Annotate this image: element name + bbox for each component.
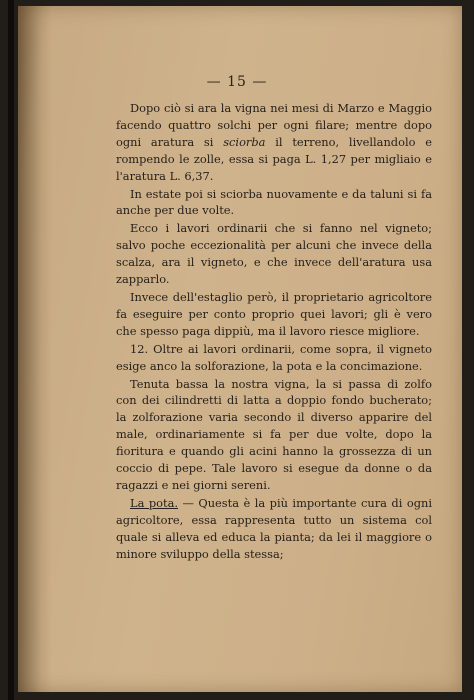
paragraph-solforazione: Tenuta bassa la nostra vigna, la si passa di zolfo con dei cilindretti di latta a doppio fondo bucherato; la zolforazione varia secondo il diverso apparire del male, ordinariamente si fa per due volte, dopo la fioritura e quando gli acini hanno la grossezza di un coccio di pepe. Tale lavoro si esegue da donne o da ragazzi e nei giorni sereni. bbox=[116, 376, 432, 492]
paragraph-pota bbox=[116, 495, 432, 563]
paragraph-aratura bbox=[116, 100, 432, 185]
section-heading-pota: La pota. bbox=[130, 495, 178, 510]
page-number: — 15 — bbox=[206, 74, 268, 90]
paragraph-estaglio: Invece dell'estaglio però, il proprietario agricoltore fa eseguire per conto proprio quei lavori; gli è vero che spesso paga dippiù, ma il lavoro riesce migliore. bbox=[116, 289, 432, 338]
paragraph-section-12: 12. Oltre ai lavori ordinarii, come sopra, il vigneto esige anco la solforazione, la pota e la concimazione. bbox=[116, 341, 432, 373]
paragraph-aratura-start: Dopo ciò si ara la vigna nei mesi di Marzo e Maggio facendo quattro solchi per ogni filare; mentre dopo ogni aratura si bbox=[116, 101, 432, 149]
binding-edge bbox=[8, 0, 14, 700]
italic-term-sciorba: sciorba bbox=[223, 134, 266, 149]
paragraph-aratura-end: il terreno, livellandolo e rompendo le zolle, essa si paga L. 1,27 per migliaio e l'aratura L. 6,37. bbox=[116, 134, 432, 183]
paragraph-pota-text: — Questa è la più importante cura di ogni agricoltore, essa rappresenta tutto un sistema col quale si alleva ed educa la pianta; da lei il maggiore o minore sviluppo della stessa; bbox=[116, 495, 432, 561]
page-gutter-shadow bbox=[18, 6, 52, 692]
paragraph-lavori-ordinarii: Ecco i lavori ordinarii che si fanno nel vigneto; salvo poche eccezionalità per alcuni che invece della scalza, ara il vigneto, e che invece dell'aratura usa zapparlo. bbox=[116, 221, 432, 287]
paragraph-estate: In estate poi si sciorba nuovamente e da taluni si fa anche per due volte. bbox=[116, 186, 432, 218]
page-body bbox=[116, 100, 432, 563]
